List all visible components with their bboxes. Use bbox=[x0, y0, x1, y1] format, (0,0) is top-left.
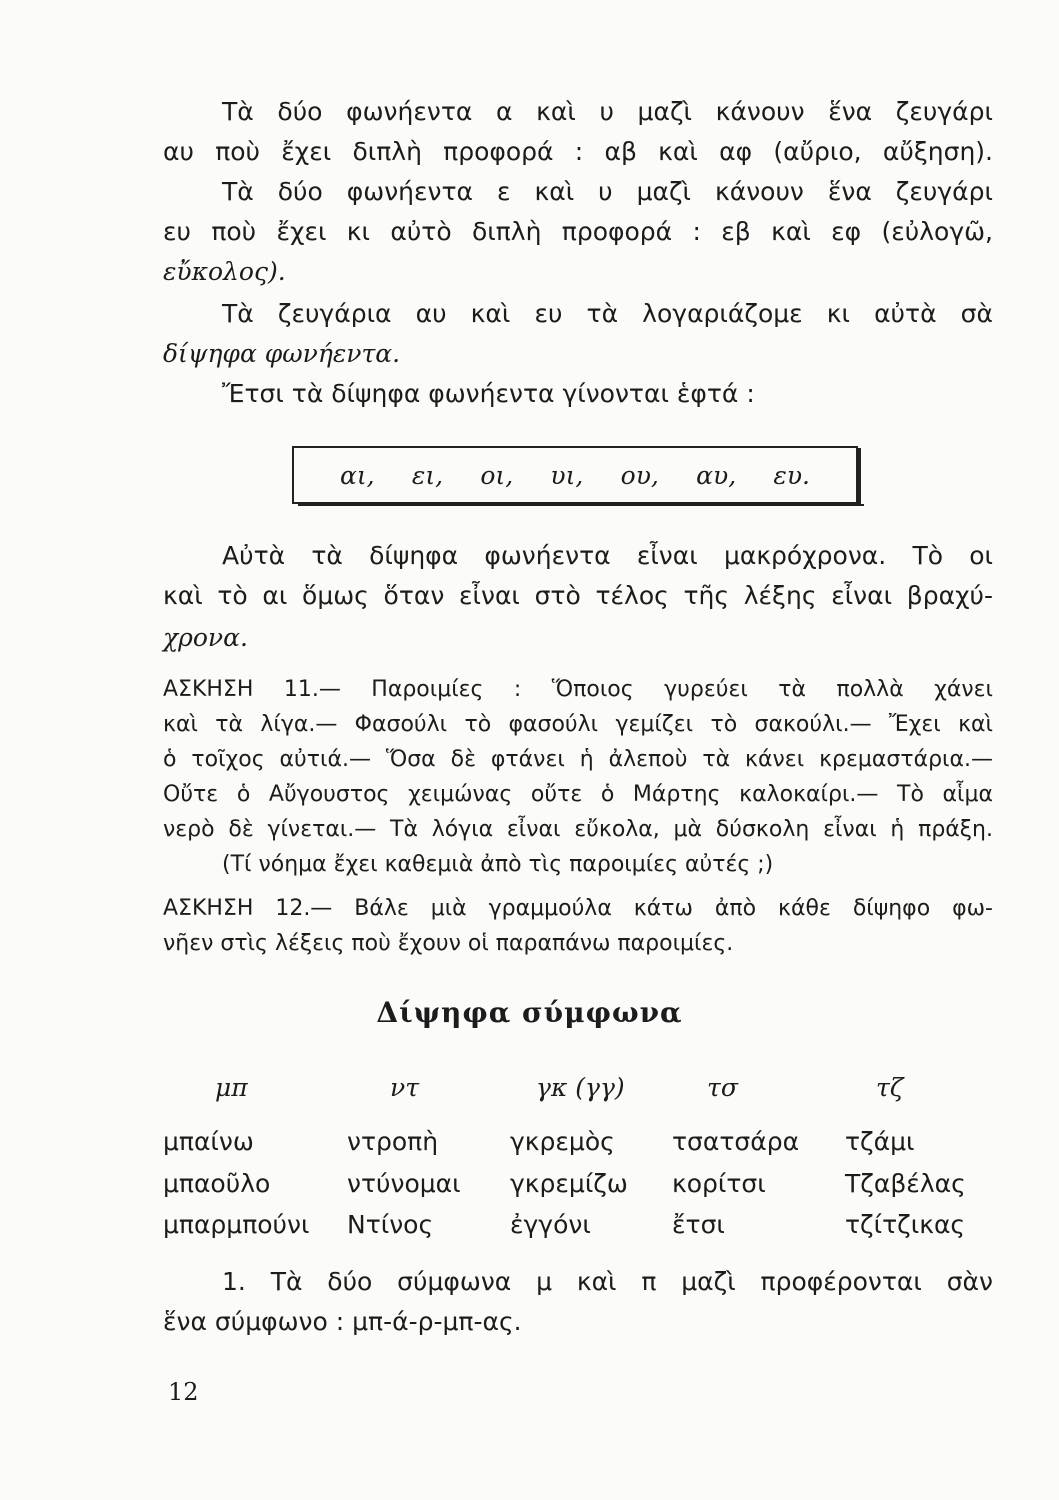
p1-line2: αυ ποὺ ἔχει διπλὴ προφορά : αβ καὶ αφ (αὔριο, αὔξηση). bbox=[163, 137, 993, 166]
table-cell: Τζαβέλας bbox=[845, 1169, 966, 1198]
ex11-line6: (Τί νόημα ἔχει καθεμιὰ ἀπὸ τὶς παροιμίες αὐτές ;) bbox=[222, 852, 774, 877]
table-header: γκ (γγ) bbox=[536, 1073, 625, 1102]
table-cell: ντροπὴ bbox=[347, 1127, 439, 1156]
box-shadow-rule bbox=[298, 504, 864, 506]
p2-line2: ευ ποὺ ἔχει κι αὐτὸ διπλὴ προφορά : εβ καὶ εφ (εὐλογῶ, bbox=[163, 217, 993, 246]
p2-line1: Τὰ δύο φωνήεντα ε καὶ υ μαζὶ κάνουν ἕνα ζευγάρι bbox=[222, 177, 993, 206]
p4-line: Ἔτσι τὰ δίψηφα φωνήεντα γίνονται ἑφτά : bbox=[222, 379, 755, 408]
box-shadow-vrule bbox=[858, 448, 861, 506]
table-cell: Ντίνος bbox=[347, 1210, 434, 1239]
table-cell: μπαίνω bbox=[163, 1127, 254, 1156]
table-cell: ἔτσι bbox=[672, 1210, 725, 1239]
ex12-line1: ΑΣΚΗΣΗ 12.— Βάλε μιὰ γραμμούλα κάτω ἀπὸ κάθε δίψηφο φω- bbox=[163, 896, 993, 921]
p3-line2: δίψηφα φωνήεντα. bbox=[163, 339, 401, 368]
table-cell: ντύνομαι bbox=[347, 1169, 461, 1198]
ex11-line1: ΑΣΚΗΣΗ 11.— Παροιμίες : Ὅποιος γυρεύει τὰ πολλὰ χάνει bbox=[163, 677, 993, 702]
ex11-line5: νερὸ δὲ γίνεται.— Τὰ λόγια εἶναι εὔκολα, μὰ δύσκολη εἶναι ἡ πράξη. bbox=[163, 817, 993, 842]
page-number: 12 bbox=[168, 1378, 199, 1406]
table-header: ντ bbox=[390, 1073, 420, 1102]
table-cell: τζάμι bbox=[845, 1127, 915, 1156]
table-cell: ἐγγόνι bbox=[510, 1210, 591, 1239]
ex11-line3: ὁ τοῖχος αὐτιά.— Ὅσα δὲ φτάνει ἡ ἀλεποὺ τὰ κάνει κρεμαστάρια.— bbox=[163, 747, 993, 772]
diphthong-list: αι, ει, οι, υι, ου, αυ, ευ. bbox=[340, 461, 810, 490]
table-header: τζ bbox=[876, 1073, 904, 1102]
table-cell: γκρεμὸς bbox=[510, 1127, 615, 1156]
table-cell: μπαοῦλο bbox=[163, 1169, 271, 1198]
table-cell: γκρεμίζω bbox=[510, 1169, 628, 1198]
table-cell: τζίτζικας bbox=[845, 1210, 966, 1239]
p6-line2: ἕνα σύμφωνο : μπ-ά-ρ-μπ-ας. bbox=[163, 1307, 522, 1336]
ex11-line2: καὶ τὰ λίγα.— Φασούλι τὸ φασούλι γεμίζει τὸ σακούλι.— Ἔχει καὶ bbox=[163, 712, 993, 737]
p1-line1: Τὰ δύο φωνήεντα α καὶ υ μαζὶ κάνουν ἕνα ζευγάρι bbox=[222, 97, 993, 126]
ex12-line2: νῆεν στὶς λέξεις ποὺ ἔχουν οἱ παραπάνω παροιμίες. bbox=[163, 931, 734, 956]
table-header: τσ bbox=[707, 1073, 738, 1102]
table-cell: τσατσάρα bbox=[672, 1127, 800, 1156]
p5-line3: χρονα. bbox=[163, 623, 248, 652]
section-heading: Δίψηφα σύμφωνα bbox=[376, 996, 683, 1029]
ex11-line4: Οὔτε ὁ Αὔγουστος χειμώνας οὔτε ὁ Μάρτης καλοκαίρι.— Τὸ αἷμα bbox=[163, 782, 993, 807]
table-header: μπ bbox=[215, 1073, 248, 1102]
table-cell: μπαρμπούνι bbox=[163, 1210, 310, 1239]
p2-line3: εὔκολος). bbox=[163, 257, 286, 286]
p3-line1: Τὰ ζευγάρια αυ καὶ ευ τὰ λογαριάζομε κι αὐτὰ σὰ bbox=[222, 299, 993, 328]
table-cell: κορίτσι bbox=[672, 1169, 766, 1198]
p6-line1: 1. Τὰ δύο σύμφωνα μ καὶ π μαζὶ προφέρονται σὰν bbox=[222, 1267, 993, 1296]
p5-line1: Αὐτὰ τὰ δίψηφα φωνήεντα εἶναι μακρόχρονα. Τὸ οι bbox=[222, 541, 993, 570]
p5-line2: καὶ τὸ αι ὅμως ὅταν εἶναι στὸ τέλος τῆς λέξης εἶναι βραχύ- bbox=[163, 581, 993, 610]
